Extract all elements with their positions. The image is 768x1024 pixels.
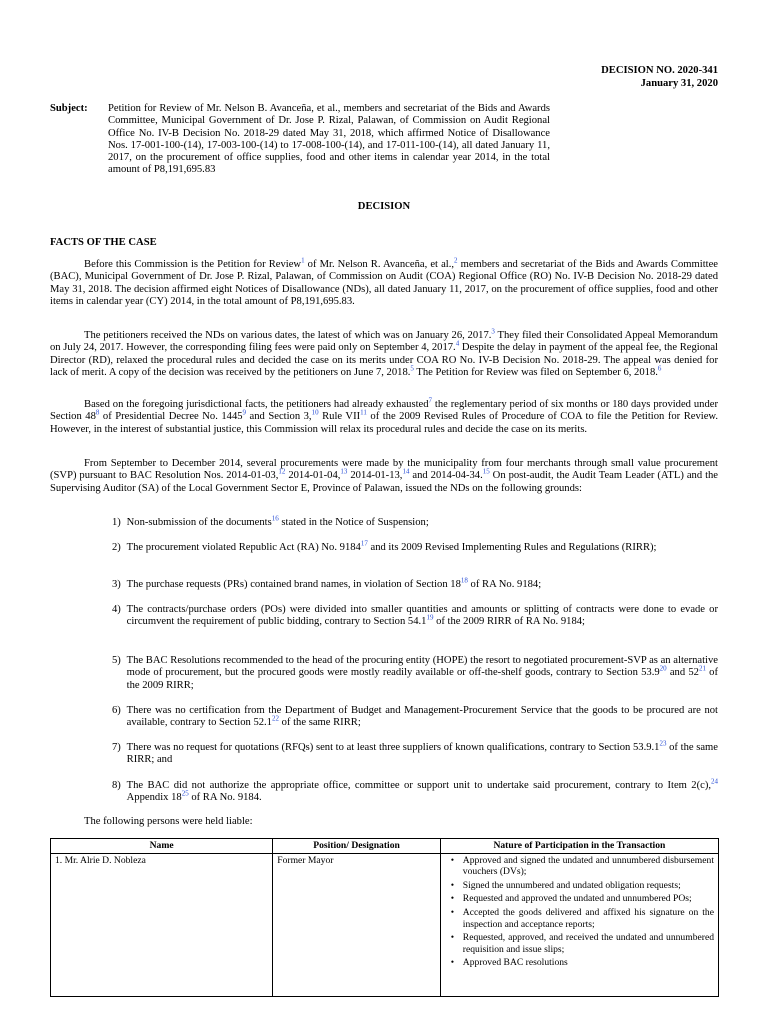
facts-heading: FACTS OF THE CASE	[50, 237, 157, 248]
footnote-ref[interactable]: 16	[271, 514, 279, 523]
footnote-ref[interactable]: 1	[301, 256, 305, 265]
ground-number: 8)	[112, 780, 121, 791]
decision-date: January 31, 2020	[640, 78, 718, 89]
ground-8	[112, 777, 718, 805]
text: Based on the foregoing jurisdictional facts, the petitioners had already exhausted	[84, 399, 429, 410]
text: of the 2009 Revised Rules of Procedure of COA to file the Petition for Review. However, in the interest of substantial justice, this Commission will relax its procedural rules and decide the case on its merits.	[50, 411, 719, 435]
footnote-ref[interactable]: 25	[181, 789, 189, 798]
footnote-ref[interactable]: 24	[711, 777, 718, 786]
footnote-ref[interactable]: 15	[482, 467, 490, 476]
ground-3	[112, 576, 718, 591]
text: of RA No. 9184;	[467, 579, 542, 590]
text: The purchase requests (PRs) contained brand names, in violation of Section 18	[126, 579, 461, 590]
text: of the 2009 RIRR of RA No. 9184;	[433, 616, 585, 628]
table-header-row	[51, 839, 719, 854]
paragraph-2	[50, 327, 718, 379]
text: Before this Commission is the Petition for Review	[84, 259, 302, 270]
footnote-ref[interactable]: 19	[426, 613, 434, 622]
text: of Presidential Decree No. 1445	[99, 411, 243, 423]
list-item: • Requested, approved, and received the undated and unnumbered requisition and issue slips;	[463, 932, 714, 955]
text: The BAC Resolutions recommended to the head of the procuring entity (HOPE) the resort to negotiated procurement-SVP as an alternative mode of procurement, but the procured goods were mostly readily available or off-the-shelf goods, contrary to Section 53.9	[126, 655, 718, 679]
paragraph-3	[50, 396, 719, 436]
footnote-ref[interactable]: 10	[311, 408, 319, 417]
subject-block	[50, 103, 550, 177]
footnote-ref[interactable]: 3	[491, 327, 495, 336]
footnote-ref[interactable]: 9	[242, 408, 247, 417]
footnote-ref[interactable]: 12	[278, 467, 286, 476]
footnote-ref[interactable]: 4	[455, 339, 460, 348]
footnote-ref[interactable]: 17	[360, 539, 368, 548]
column-header-position: Position/ Designation	[273, 839, 441, 854]
participation-list	[445, 855, 714, 969]
list-item: • Approved and signed the undated and unnumbered disbursement vouchers (DVs);	[463, 855, 714, 878]
text: There was no request for quotations (RFQs) sent to at least three suppliers of known qualifications, contrary to Section 53.9.1	[126, 742, 660, 753]
column-header-participation: Nature of Participation in the Transaction	[440, 839, 718, 854]
text: of RA No. 9184.	[188, 792, 262, 804]
ground-6	[112, 705, 718, 730]
text: The Petition for Review was filed on September 6, 2018.	[413, 366, 658, 378]
ground-number: 6)	[112, 705, 121, 716]
footnote-ref[interactable]: 22	[271, 714, 279, 723]
ground-7	[112, 739, 718, 767]
text: 2014-01-13,	[347, 470, 403, 482]
footnote-ref[interactable]: 8	[95, 408, 100, 417]
text: and 52	[666, 667, 699, 679]
cell-position: Former Mayor	[273, 853, 441, 996]
footnote-ref[interactable]: 14	[402, 467, 410, 476]
footnote-ref[interactable]: 23	[659, 739, 667, 748]
ground-4	[112, 604, 718, 629]
footnote-ref[interactable]: 6	[657, 364, 662, 373]
text: Non-submission of the documents	[126, 517, 272, 528]
subject-text: Petition for Review of Mr. Nelson B. Avanceña, et al., members and secretariat of the Bids and Awards Committee, Municipal Government of Dr. Jose P. Rizal, Palawan, of Commission on Audit Regional Office No. IV-B Decision No. 2018-29 dated May 31, 2018, which affirmed Notice of Disallowance Nos. 17-001-100-(14), 17-003-100-(14) to 17-008-100-(14), and 17-011-100-(14), all dated January 11, 2017, on the procurement of office supplies, food and other items in calendar year 2014, in the total amount of P8,191,695.83	[108, 103, 550, 176]
text: and 2014-04-34.	[409, 470, 483, 482]
footnote-ref[interactable]: 18	[460, 576, 468, 585]
footnote-ref[interactable]: 7	[428, 396, 433, 405]
text: of the 2009 RIRR;	[126, 667, 718, 691]
footnote-ref[interactable]: 2	[454, 256, 458, 265]
text: The petitioners received the NDs on various dates, the latest of which was on January 26, 2017.	[84, 330, 492, 341]
list-item: • Accepted the goods delivered and affixed his signature on the inspection and acceptance reports;	[463, 907, 714, 930]
text: The BAC did not authorize the appropriate office, committee or support unit to undertake said procurement, contrary to Item 2(c),	[126, 780, 711, 791]
text: Rule VII	[318, 411, 361, 423]
text: Despite the delay in payment of the appeal fee, the Regional Director (RD), relaxed the procedural rules and decided the case on its merits under COA RO No. IV-B Decision No. 2018-29. The appeal was denied for lack of merit. A copy of the decision was received by the petitioners on June 7, 2018.	[50, 342, 718, 378]
text: stated in the Notice of Suspension;	[278, 517, 429, 528]
text: and its 2009 Revised Implementing Rules and Regulations (RIRR);	[367, 542, 657, 553]
text: Appendix 18	[126, 792, 182, 804]
ground-number: 4)	[112, 604, 121, 615]
cell-participation	[440, 853, 718, 996]
text: From September to December 2014, several procurements were made by the municipality from four merchants through small value procurement (SVP) pursuant to BAC Resolution Nos. 2014-01-03,	[50, 458, 718, 482]
footnote-ref[interactable]: 21	[698, 664, 706, 673]
footnote-ref[interactable]: 5	[410, 364, 414, 373]
held-liable-intro: The following persons were held liable:	[84, 816, 253, 827]
ground-5	[112, 655, 718, 692]
text: of Mr. Nelson R. Avanceña, et al.,	[304, 259, 455, 270]
decision-title: DECISION	[357, 201, 411, 212]
text: the reglementary period of six months or 180 days provided under Section 48	[50, 399, 718, 423]
cell-name: 1. Mr. Alrie D. Nobleza	[51, 853, 273, 996]
list-item: • Signed the unnumbered and undated obligation requests;	[463, 880, 714, 892]
column-header-name: Name	[51, 839, 273, 854]
footnote-ref[interactable]: 20	[659, 664, 667, 673]
text: The contracts/purchase orders (POs) were divided into smaller quantities and amounts or splitting of contracts were done to evade or circumvent the requirement of public bidding, contrary to Section 54.1	[126, 604, 718, 628]
decision-number: DECISION NO. 2020-341	[601, 65, 718, 76]
list-item: • Approved BAC resolutions	[463, 957, 714, 969]
footnote-ref[interactable]: 13	[340, 467, 348, 476]
paragraph-4	[50, 458, 718, 495]
ground-1	[112, 514, 718, 529]
text: of the same RIRR;	[278, 717, 361, 729]
text: and Section 3,	[246, 411, 312, 423]
ground-number: 7)	[112, 742, 121, 753]
text: There was no certification from the Department of Budget and Management-Procurement Service that the goods to be procured are not available, contrary to Section 52.1	[126, 705, 718, 729]
list-item: • Requested and approved the undated and unnumbered POs;	[463, 893, 714, 905]
subject-label: Subject:	[50, 103, 88, 114]
text: On post-audit, the Audit Team Leader (ATL) and the Supervising Auditor (SA) of the Local Government Sector E, Province of Palawan, issued the NDs on the following grounds:	[50, 470, 719, 494]
text: of the same RIRR; and	[126, 742, 718, 766]
footnote-ref[interactable]: 11	[360, 408, 367, 417]
ground-2	[112, 539, 718, 554]
liability-table	[50, 838, 719, 997]
text: The procurement violated Republic Act (RA) No. 9184	[126, 542, 361, 553]
ground-number: 1)	[112, 517, 121, 528]
ground-number: 5)	[112, 655, 121, 666]
decision-header	[601, 64, 718, 90]
text: 2014-01-04,	[285, 470, 341, 482]
ground-number: 2)	[112, 542, 121, 553]
paragraph-1	[50, 256, 718, 308]
ground-number: 3)	[112, 579, 121, 590]
table-row	[51, 853, 719, 996]
text: They filed their Consolidated Appeal Memorandum on July 24, 2017. However, the corresponding filing fees were paid only on September 4, 2017.	[50, 330, 718, 354]
text: members and secretariat of the Bids and Awards Committee (BAC), Municipal Government of Dr. Jose P. Rizal, Palawan, of Commission on Audit (COA) Regional Office (RO) No. IV-B Decision No. 2018-29 dated May 31, 2018. The decision affirmed eight Notices of Disallowance (NDs), all dated January 11, 2017, on the procurement of office supplies, food and other items in calendar year (CY) 2014, in the total amount of P8,191,695.83.	[50, 259, 718, 307]
